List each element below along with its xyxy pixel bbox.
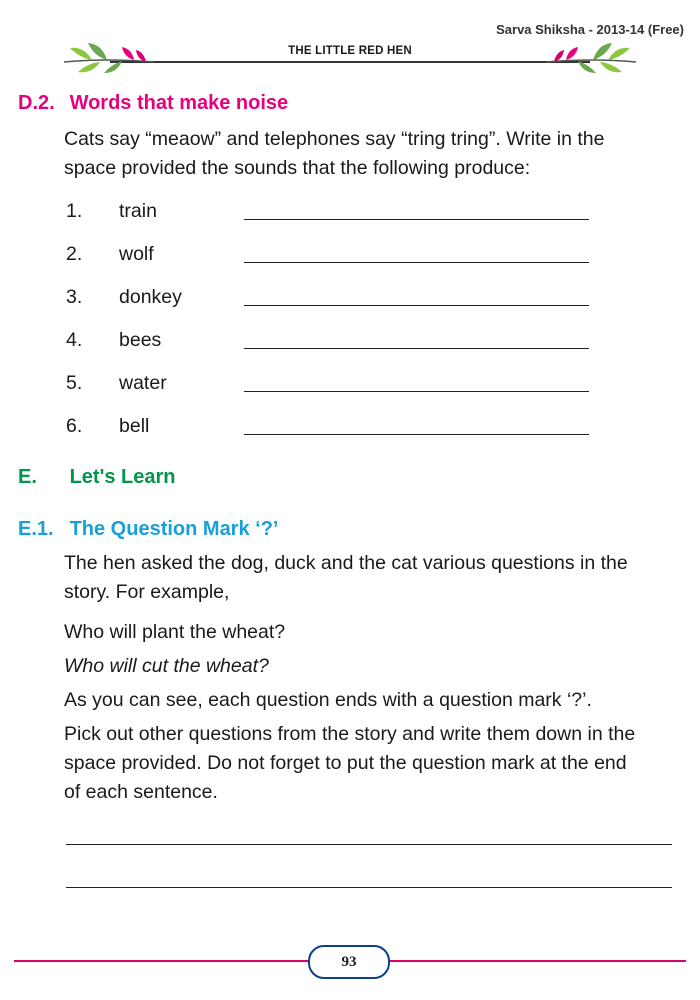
- answer-line[interactable]: [244, 262, 589, 263]
- paragraph-line: The hen asked the dog, duck and the cat various questions in the: [64, 552, 628, 574]
- answer-line[interactable]: [244, 434, 589, 435]
- example-question: Who will plant the wheat?: [64, 621, 286, 643]
- section-e1-note: As you can see, each question ends with a question mark ‘?’.: [64, 689, 592, 711]
- series-label: Sarva Shiksha - 2013-14 (Free): [496, 22, 684, 37]
- item-number: 1.: [66, 200, 83, 222]
- chapter-title: THE LITTLE RED HEN: [288, 45, 412, 57]
- section-e1-heading: [18, 518, 278, 541]
- paragraph-line: space provided. Do not forget to put the question mark at the end: [64, 752, 627, 774]
- writing-line[interactable]: [66, 887, 672, 888]
- section-e-heading: [18, 466, 175, 489]
- header-rule: [110, 61, 590, 63]
- item-number: 6.: [66, 415, 83, 437]
- answer-line[interactable]: [244, 305, 589, 306]
- item-word: bell: [119, 415, 150, 437]
- instruction-line: space provided the sounds that the following produce:: [64, 157, 531, 179]
- item-number: 4.: [66, 329, 83, 351]
- section-e1-title: The Question Mark ‘?’: [69, 518, 279, 540]
- section-d2-title: Words that make noise: [69, 92, 289, 114]
- section-e1-instruction: [64, 720, 682, 807]
- item-number: 3.: [66, 286, 83, 308]
- item-word: water: [119, 372, 167, 394]
- answer-line[interactable]: [244, 348, 589, 349]
- leaf-ornament-right-icon: [543, 40, 638, 75]
- answer-line[interactable]: [244, 219, 589, 220]
- paragraph-line: Pick out other questions from the story and write them down in the: [64, 723, 636, 745]
- section-e-number: E.: [18, 466, 37, 488]
- section-e1-paragraph: [64, 549, 682, 607]
- item-word: wolf: [119, 243, 154, 265]
- item-number: 2.: [66, 243, 83, 265]
- section-d2-heading: [18, 92, 288, 115]
- writing-line[interactable]: [66, 844, 672, 845]
- item-word: bees: [119, 329, 162, 351]
- leaf-ornament-left-icon: [62, 40, 157, 75]
- example-question-italic: Who will cut the wheat?: [64, 655, 269, 677]
- item-word: train: [119, 200, 157, 222]
- instruction-line: Cats say “meaow” and telephones say “tring tring”. Write in the: [64, 128, 605, 150]
- item-word: donkey: [119, 286, 182, 308]
- page-number: 93: [308, 945, 390, 979]
- answer-line[interactable]: [244, 391, 589, 392]
- item-number: 5.: [66, 372, 83, 394]
- paragraph-line: of each sentence.: [64, 781, 218, 803]
- paragraph-line: story. For example,: [64, 581, 230, 603]
- section-d2-instruction: [64, 125, 682, 183]
- section-d2-number: D.2.: [18, 92, 55, 114]
- section-e-title: Let's Learn: [69, 466, 176, 488]
- section-e1-number: E.1.: [18, 518, 54, 540]
